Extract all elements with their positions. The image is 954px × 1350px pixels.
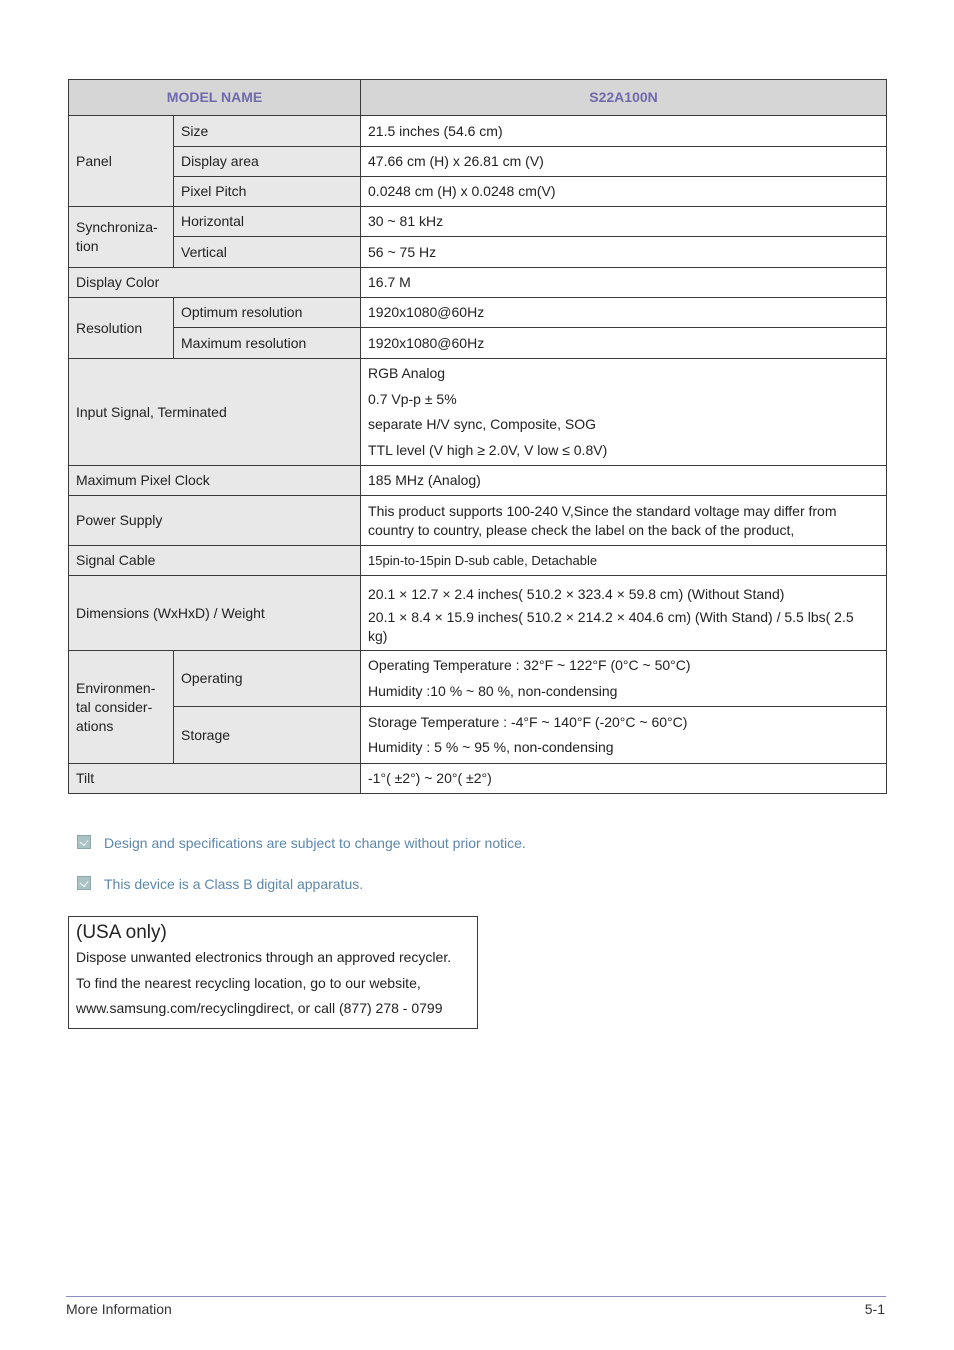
usa-title: (USA only)	[76, 922, 167, 943]
storage-line: Humidity : 5 % ~ 95 %, non-condensing	[368, 739, 614, 755]
note-text: Design and specifications are subject to change without prior notice.	[104, 835, 526, 851]
dimensions-line: 20.1 × 8.4 × 15.9 inches( 510.2 × 214.2 × 404.6 cm) (With Stand) / 5.5 lbs( 2.5	[368, 609, 854, 625]
footer-divider	[66, 1296, 886, 1297]
storage-line: Storage Temperature : -4°F ~ 140°F (-20°C ~ 60°C)	[368, 713, 688, 730]
dimensions-label: Dimensions (WxHxD) / Weight	[69, 576, 361, 651]
model-value-header: S22A100N	[361, 80, 887, 116]
synchronization-label	[69, 207, 174, 268]
footer-section-title: More Information	[66, 1301, 172, 1317]
horizontal-label: Horizontal	[174, 207, 361, 237]
panel-label: Panel	[69, 116, 174, 207]
header-row	[69, 80, 887, 116]
env-label-line: ations	[76, 717, 114, 734]
size-value: 21.5 inches (54.6 cm)	[361, 116, 887, 147]
env-label-line: Environmen-	[76, 679, 156, 696]
input-signal-line: 0.7 Vp-p ± 5%	[368, 390, 457, 407]
operating-line: Humidity :10 % ~ 80 %, non-condensing	[368, 682, 618, 699]
usa-line: To find the nearest recycling location, go to our website,	[76, 974, 421, 991]
input-signal-label: Input Signal, Terminated	[69, 359, 361, 466]
size-label: Size	[174, 116, 361, 147]
vertical-label: Vertical	[174, 237, 361, 268]
table-row	[69, 496, 887, 546]
power-supply-line: country to country, please check the label on the back of the product,	[368, 521, 795, 538]
model-name-header: MODEL NAME	[69, 80, 361, 116]
footer-page-number: 5-1	[864, 1301, 885, 1317]
environmental-label	[69, 651, 174, 764]
table-row	[69, 177, 887, 207]
storage-label: Storage	[174, 707, 361, 764]
operating-line: Operating Temperature : 32°F ~ 122°F (0°C ~ 50°C)	[368, 657, 691, 673]
horizontal-value: 30 ~ 81 kHz	[361, 207, 887, 237]
pixel-pitch-label: Pixel Pitch	[174, 177, 361, 207]
operating-label: Operating	[174, 651, 361, 707]
operating-value	[361, 651, 887, 707]
power-supply-label: Power Supply	[69, 496, 361, 546]
note-icon	[77, 835, 91, 849]
table-row	[69, 546, 887, 576]
table-row	[69, 116, 887, 147]
table-row	[69, 707, 887, 764]
resolution-label: Resolution	[69, 298, 174, 359]
usa-line: www.samsung.com/recyclingdirect, or call (877) 278 - 0799	[76, 1000, 443, 1016]
optimum-resolution-label: Optimum resolution	[174, 298, 361, 328]
display-area-label: Display area	[174, 147, 361, 177]
table-row	[69, 764, 887, 794]
table-row	[69, 298, 887, 328]
display-area-value: 47.66 cm (H) x 26.81 cm (V)	[361, 147, 887, 177]
dimensions-line: kg)	[368, 628, 388, 644]
tilt-label: Tilt	[69, 764, 361, 794]
power-supply-value	[361, 496, 887, 546]
dimensions-line: 20.1 × 12.7 × 2.4 inches( 510.2 × 323.4 × 59.8 cm) (Without Stand)	[368, 586, 785, 602]
vertical-value: 56 ~ 75 Hz	[361, 237, 887, 268]
spec-table	[68, 79, 887, 794]
env-label-line: tal consider-	[76, 698, 153, 715]
maximum-resolution-value: 1920x1080@60Hz	[361, 328, 887, 359]
table-row	[69, 328, 887, 359]
input-signal-line: TTL level (V high ≥ 2.0V, V low ≤ 0.8V)	[368, 441, 608, 458]
power-supply-line: This product supports 100-240 V,Since the standard voltage may differ from	[368, 502, 837, 519]
signal-cable-value: 15pin-to-15pin D-sub cable, Detachable	[361, 546, 887, 576]
storage-value	[361, 707, 887, 764]
note-icon	[77, 876, 91, 890]
input-signal-values	[361, 359, 887, 466]
table-row	[69, 466, 887, 496]
display-color-label: Display Color	[69, 268, 361, 298]
note-item	[77, 876, 363, 892]
table-row	[69, 237, 887, 268]
usa-recycling-box	[68, 916, 478, 1029]
input-signal-line: RGB Analog	[368, 365, 446, 381]
table-row	[69, 147, 887, 177]
note-text: This device is a Class B digital apparatus.	[104, 876, 364, 892]
tilt-value: -1°( ±2°) ~ 20°( ±2°)	[361, 764, 887, 794]
display-color-value: 16.7 M	[361, 268, 887, 298]
signal-cable-label: Signal Cable	[69, 546, 361, 576]
table-row	[69, 268, 887, 298]
table-row	[69, 576, 887, 651]
pixel-pitch-value: 0.0248 cm (H) x 0.0248 cm(V)	[361, 177, 887, 207]
sync-label-line: tion	[76, 238, 99, 254]
optimum-resolution-value: 1920x1080@60Hz	[361, 298, 887, 328]
dimensions-value	[361, 576, 887, 651]
pixel-clock-label: Maximum Pixel Clock	[69, 466, 361, 496]
input-signal-line: separate H/V sync, Composite, SOG	[368, 416, 596, 432]
maximum-resolution-label: Maximum resolution	[174, 328, 361, 359]
table-row	[69, 651, 887, 707]
usa-line: Dispose unwanted electronics through an approved recycler.	[76, 949, 452, 965]
table-row	[69, 207, 887, 237]
table-row	[69, 359, 887, 466]
note-item	[77, 835, 526, 851]
pixel-clock-value: 185 MHz (Analog)	[361, 466, 887, 496]
sync-label-line: Synchroniza-	[76, 219, 158, 235]
